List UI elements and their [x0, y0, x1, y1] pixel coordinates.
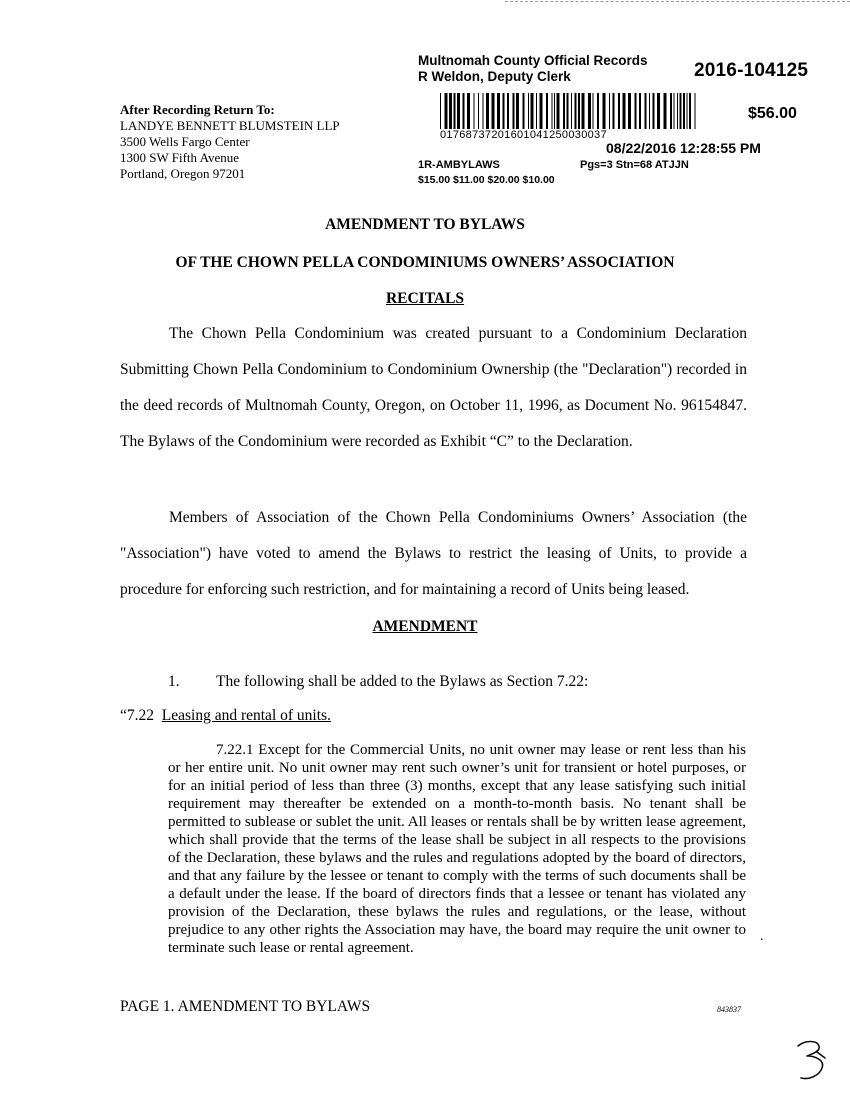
item-text: The following shall be added to the Bylaws as Section 7.22:: [216, 673, 589, 690]
barcode-bar: [639, 93, 641, 129]
stray-mark: .: [760, 929, 764, 944]
return-to-address: [120, 102, 340, 182]
barcode-bar: [513, 93, 515, 129]
barcode-bar: [657, 93, 660, 129]
barcode-bar: [588, 93, 591, 129]
return-to-line: 1300 SW Fifth Avenue: [120, 150, 240, 165]
barcode-bar: [603, 93, 606, 129]
barcode-bar: [689, 93, 691, 129]
barcode-bar: [467, 93, 470, 129]
barcode-bar: [503, 93, 505, 129]
barcode-bar: [540, 93, 543, 129]
barcode-bar: [486, 93, 489, 129]
barcode-bar: [546, 93, 548, 129]
barcode-bar: [653, 93, 655, 129]
page-station-info: Pgs=3 Stn=68 ATJJN: [580, 159, 689, 171]
barcode-bar: [457, 93, 460, 129]
barcode-bar: [582, 93, 585, 129]
barcode-bar: [557, 93, 560, 129]
barcode-bar: [623, 93, 626, 129]
page-footer: PAGE 1. AMENDMENT TO BYLAWS: [120, 998, 371, 1015]
barcode-bar: [677, 93, 678, 129]
section-title: Leasing and rental of units.: [161, 707, 331, 724]
handwritten-page-mark: [795, 1038, 829, 1082]
section-number: “7.22: [120, 707, 155, 724]
recitals-heading: [0, 290, 850, 308]
barcode-bar: [575, 93, 577, 129]
barcode-bar: [593, 93, 594, 129]
barcode-bar: [478, 93, 479, 129]
footer-code: 843837: [717, 1005, 741, 1014]
barcode-bar: [597, 93, 599, 129]
barcode-bar: [531, 93, 534, 129]
recording-fee: $56.00: [748, 105, 797, 122]
barcode-bar: [613, 93, 615, 129]
barcode-bar: [683, 93, 685, 129]
section-7-22-1-text: 7.22.1 Except for the Commercial Units, no unit owner may lease or rent less than his or her entire unit. No unit owner may rent such owner’s unit for transient or hotel purposes, or for an initial period of less than three (3) months, except that any lease satisfying such initial requirement may thereafter be extended on a month-to-month basis. No tenant shall be permitted to sublease or sublet the unit. All leases or rentals shall be by written lease agreement, which shall provide that the terms of the lease shall be subject in all respects to the provisions of the Declaration, these bylaws and the rules and regulations adopted by the board of directors, and that any failure by the lessee or tenant to comply with the terms of such documents shall be a default under the lease. If the board of directors finds that a lessee or tenant has violated any provision of the Declaration, these bylaws the rules and regulations, or the lease, without prejudice to any other rights the Association may have, the board may require the unit owner to terminate such lease or rental agreement.: [168, 742, 746, 956]
barcode-bar: [674, 93, 675, 129]
barcode-bar: [449, 93, 452, 129]
barcode-bar: [609, 93, 610, 129]
barcode-bar: [571, 93, 572, 129]
barcode-bar: [664, 93, 667, 129]
barcode-bar: [528, 93, 529, 129]
barcode-bar: [563, 93, 565, 129]
document-subtitle: OF THE CHOWN PELLA CONDOMINIUMS OWNERS’ ASSOCIATION: [175, 254, 675, 271]
barcode-bar: [492, 93, 495, 129]
return-to-line: 3500 Wells Fargo Center: [120, 134, 250, 149]
barcode-bar: [687, 93, 688, 129]
recital-paragraph-2: Members of Association of the Chown Pella Condominiums Owners’ Association (the "Association") have voted to amend the Bylaws to restrict the leasing of Units, to provide a procedure for enforcing such restriction, and for maintaining a record of Units being leased.: [120, 509, 747, 598]
barcode-bar: [536, 93, 537, 129]
clerk-line: R Weldon, Deputy Clerk: [418, 69, 571, 84]
barcode-bar: [618, 93, 620, 129]
barcode-bar: [483, 93, 484, 129]
barcode-bar: [645, 93, 647, 129]
barcode-bar: [552, 93, 553, 129]
item-number: 1.: [168, 673, 180, 690]
record-type: 1R-AMBYLAWS: [418, 159, 500, 171]
barcode-bar: [649, 93, 650, 129]
barcode-bar: [497, 93, 500, 129]
barcode-bar: [695, 93, 696, 129]
section-heading: [120, 707, 331, 725]
barcode-bar: [516, 93, 519, 129]
amendment-heading-text: AMENDMENT: [372, 618, 478, 635]
barcode-bar: [628, 93, 631, 129]
recitals-heading-text: RECITALS: [385, 290, 465, 307]
barcode-bar: [474, 93, 475, 129]
return-to-heading: After Recording Return To:: [120, 102, 275, 117]
barcode-bar: [440, 93, 441, 129]
barcode-number: 01768737201601041250030037: [440, 129, 607, 141]
barcode: [440, 93, 698, 129]
barcode-bar: [463, 93, 465, 129]
fee-breakdown: $15.00 $11.00 $20.00 $10.00: [418, 174, 555, 186]
barcode-bar: [523, 93, 525, 129]
amendment-heading: [0, 618, 850, 636]
recorded-datetime: 08/22/2016 12:28:55 PM: [606, 140, 761, 156]
barcode-bar: [680, 93, 682, 129]
barcode-bar: [670, 93, 672, 129]
top-edge-line: [505, 1, 850, 2]
document-title: AMENDMENT TO BYLAWS: [325, 216, 525, 233]
return-to-line: LANDYE BENNETT BLUMSTEIN LLP: [120, 118, 340, 133]
barcode-bar: [567, 93, 569, 129]
return-to-line: Portland, Oregon 97201: [120, 166, 246, 181]
barcode-bar: [445, 93, 448, 129]
document-number: 2016-104125: [694, 60, 809, 81]
barcode-bar: [635, 93, 637, 129]
barcode-bar: [507, 93, 509, 129]
recital-paragraph-1: The Chown Pella Condominium was created pursuant to a Condominium Declaration Submitting Chown Pella Condominium to Condominium Ownership (the "Declaration") recorded in the deed records of Multnomah County, Oregon, on October 11, 1996, as Document No. 96154847. The Bylaws of the Condominium were recorded as Exhibit “C” to the Declaration.: [120, 325, 747, 450]
barcode-bar: [554, 93, 555, 129]
county-line: Multnomah County Official Records: [418, 53, 648, 68]
barcode-bar: [578, 93, 580, 129]
barcode-bar: [454, 93, 456, 129]
county-records-header: [418, 53, 648, 85]
